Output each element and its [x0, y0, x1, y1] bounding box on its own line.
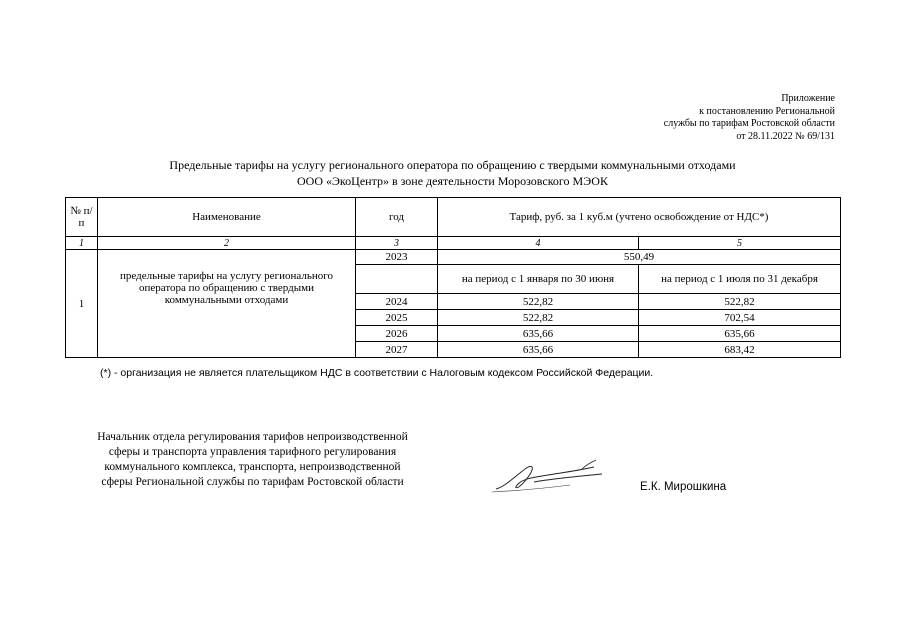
tariff-value: 683,42 — [639, 342, 841, 358]
appendix-header — [535, 93, 835, 143]
year-cell: 2023 — [356, 250, 438, 265]
col-number: 4 — [438, 237, 639, 250]
signature-title-line-2: сферы и транспорта управления тарифного регулирования — [108, 446, 397, 458]
col-number: 1 — [66, 237, 98, 250]
appendix-line-4: от 28.11.2022 № 69/131 — [736, 130, 835, 142]
period-first-half: на период с 1 января по 30 июня — [438, 265, 639, 294]
signature-title-line-1: Начальник отдела регулирования тарифов непроизводственной — [97, 431, 408, 443]
table-row — [66, 250, 841, 265]
year-cell: 2024 — [356, 294, 438, 310]
col-number: 5 — [639, 237, 841, 250]
table-header-row — [66, 198, 841, 237]
year-cell: 2025 — [356, 310, 438, 326]
column-number-row — [66, 237, 841, 250]
row-name: предельные тарифы на услугу регионального оператора по обращению с твердыми коммунальными отходами — [98, 250, 356, 358]
title-line-2: ООО «ЭкоЦентр» в зоне деятельности Морозовского МЭОК — [297, 174, 608, 188]
tariff-value: 702,54 — [639, 310, 841, 326]
year-cell-empty — [356, 265, 438, 294]
appendix-line-2: к постановлению Региональной — [699, 105, 835, 117]
tariff-value: 522,82 — [438, 310, 639, 326]
tariff-value: 550,49 — [438, 250, 841, 265]
header-name: Наименование — [98, 198, 356, 237]
period-second-half: на период с 1 июля по 31 декабря — [639, 265, 841, 294]
signature-title-line-4: сферы Региональной службы по тарифам Ростовской области — [101, 476, 404, 488]
header-tariff: Тариф, руб. за 1 куб.м (учтено освобождение от НДС*) — [438, 198, 841, 237]
appendix-line-1: Приложение — [781, 93, 835, 104]
tariff-value: 635,66 — [438, 326, 639, 342]
header-num: № п/п — [66, 198, 98, 237]
year-cell: 2026 — [356, 326, 438, 342]
tariff-value: 635,66 — [438, 342, 639, 358]
signature-title-line-3: коммунального комплекса, транспорта, непроизводственной — [104, 461, 401, 473]
signature-title-block — [70, 430, 435, 490]
col-number: 2 — [98, 237, 356, 250]
col-number: 3 — [356, 237, 438, 250]
row-number: 1 — [66, 250, 98, 358]
title-line-1: Предельные тарифы на услугу регионального оператора по обращению с твердыми коммунальными отходами — [169, 158, 736, 172]
tariff-value: 522,82 — [639, 294, 841, 310]
footnote: (*) - организация не является плательщиком НДС в соответствии с Налоговым кодексом Российской Федерации. — [100, 367, 654, 379]
document-title — [0, 157, 905, 189]
signer-name: Е.К. Мирошкина — [640, 481, 727, 493]
tariff-value: 522,82 — [438, 294, 639, 310]
tariff-table — [65, 197, 841, 358]
header-year: год — [356, 198, 438, 237]
appendix-line-3: службы по тарифам Ростовской области — [663, 118, 835, 129]
handwritten-signature — [490, 455, 610, 497]
tariff-value: 635,66 — [639, 326, 841, 342]
year-cell: 2027 — [356, 342, 438, 358]
